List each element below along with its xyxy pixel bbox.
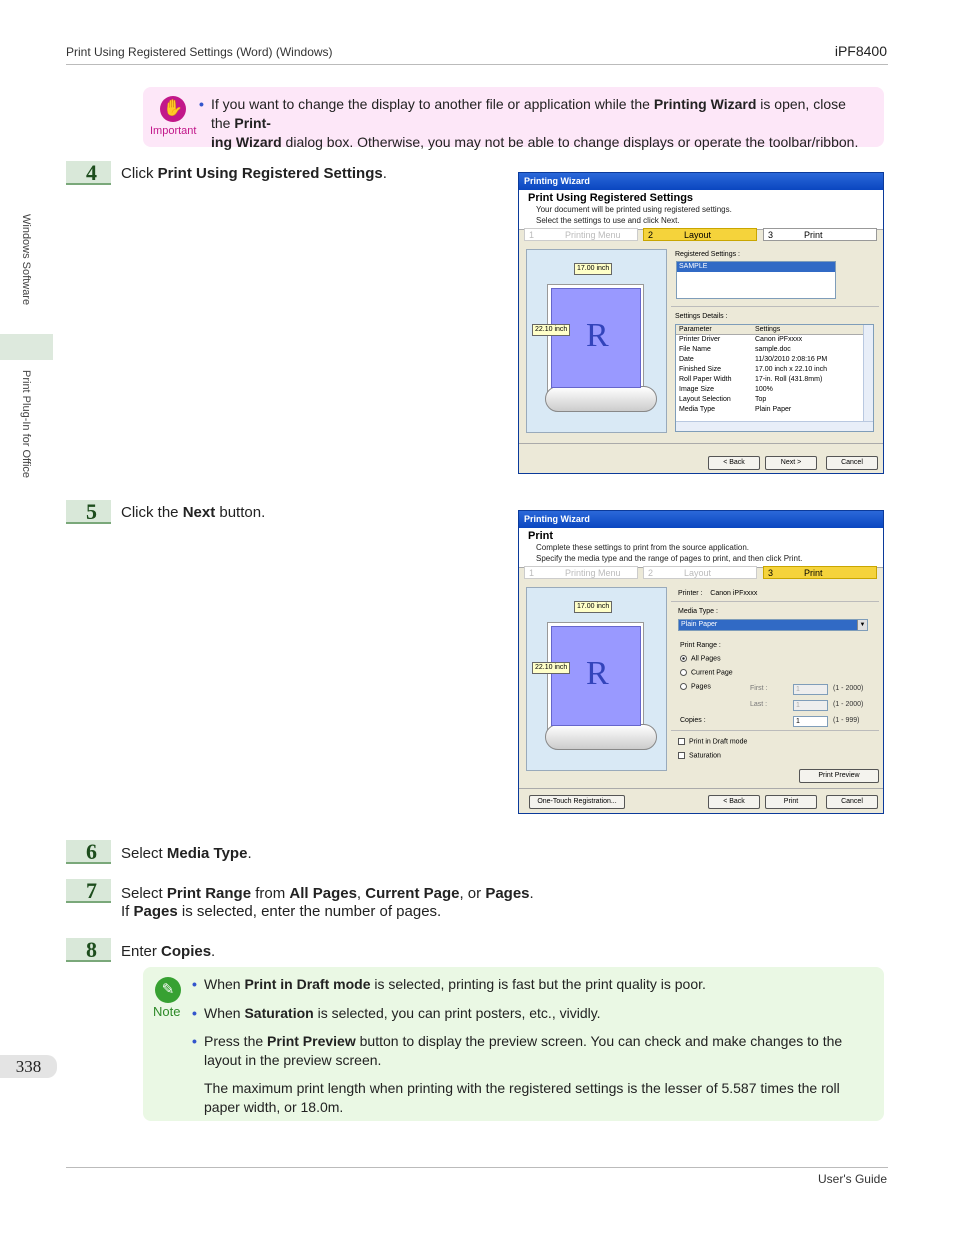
last-label: Last :	[750, 701, 768, 708]
first-page-stepper[interactable]: 1	[793, 684, 828, 695]
note-item: • When Print in Draft mode is selected, printing is fast but the print quality is poor.	[192, 976, 706, 992]
width-label: 17.00 inch	[574, 601, 612, 613]
radio-icon	[680, 669, 687, 676]
media-type-select[interactable]	[678, 619, 868, 631]
dialog-subtitle: Your document will be printed using registered settings.	[536, 205, 732, 214]
printer-label: Printer :	[678, 590, 703, 597]
horizontal-scrollbar[interactable]	[676, 421, 874, 431]
copies-range: (1 - 999)	[833, 717, 860, 724]
page-preview: R	[551, 288, 641, 388]
dialog-heading: Print Using Registered Settings	[528, 192, 694, 204]
printing-wizard-dialog-print	[518, 510, 884, 814]
current-page-radio[interactable]: Current Page	[680, 669, 733, 676]
table-row: Printer Driver Canon iPFxxxx	[679, 336, 803, 343]
draft-mode-checkbox[interactable]: Print in Draft mode	[678, 738, 747, 745]
step-number: 7	[66, 879, 111, 903]
height-label: 22.10 inch	[532, 662, 570, 674]
cancel-button[interactable]: Cancel	[826, 795, 878, 809]
column-header: Parameter	[679, 326, 712, 333]
media-type-value: Plain Paper	[679, 620, 857, 630]
running-header-title: Print Using Registered Settings (Word) (Windows)	[66, 45, 333, 59]
cancel-button[interactable]: Cancel	[826, 456, 878, 470]
wizard-steps	[524, 228, 880, 242]
header-rule	[66, 64, 888, 65]
next-button[interactable]: Next >	[765, 456, 817, 470]
layout-preview	[526, 249, 667, 433]
side-tab-windows-software: Windows Software	[20, 214, 32, 306]
print-preview-button[interactable]: Print Preview	[799, 769, 879, 783]
table-row: Date 11/30/2010 2:08:16 PM	[679, 356, 828, 363]
width-label: 17.00 inch	[574, 263, 612, 275]
print-button[interactable]: Print	[765, 795, 817, 809]
checkbox-icon	[678, 738, 685, 745]
dialog-heading: Print	[528, 530, 554, 542]
table-row: Finished Size 17.00 inch x 22.10 inch	[679, 366, 827, 373]
copies-stepper[interactable]: 1	[793, 716, 828, 727]
pencil-icon: ✎	[155, 977, 181, 1003]
last-range: (1 - 2000)	[833, 701, 864, 708]
important-label: Important	[150, 125, 197, 137]
running-footer: User's Guide	[818, 1172, 887, 1186]
table-row: Layout Selection Top	[679, 396, 767, 403]
one-touch-registration-button[interactable]: One-Touch Registration...	[529, 795, 625, 809]
tab-layout[interactable]: 2 Layout	[643, 228, 757, 241]
step-text: Click the Next button.	[121, 504, 266, 521]
radio-icon	[680, 683, 687, 690]
note-item: The maximum print length when printing with the registered settings is the lesser of 5.587 times the roll paper width, or 18.0m.	[204, 1080, 840, 1115]
side-tab-marker	[0, 334, 53, 360]
important-item: • If you want to change the display to another file or application while the Printing Wizard is open, close the Print- ing Wizard dialog box. Otherwise, you may not be able to change displays or operate the toolbar/ribbon.	[199, 96, 859, 150]
tab-print[interactable]: 3 Print	[763, 566, 877, 579]
chevron-down-icon[interactable]: ▼	[857, 620, 867, 630]
dialog-title: Printing Wizard	[519, 173, 883, 190]
step-number: 8	[66, 938, 111, 962]
vertical-scrollbar[interactable]	[863, 325, 873, 432]
wizard-steps	[524, 566, 880, 580]
hand-stop-icon: ✋	[160, 96, 186, 122]
step-text: If Pages is selected, enter the number of pages.	[121, 903, 442, 920]
tab-layout[interactable]: 2 Layout	[643, 566, 757, 579]
table-row: Roll Paper Width 17-in. Roll (431.8mm)	[679, 376, 823, 383]
dialog-subtitle: Select the settings to use and click Next.	[536, 216, 680, 225]
note-item: • When Saturation is selected, you can print posters, etc., vividly.	[192, 1005, 601, 1021]
media-type-label: Media Type :	[678, 608, 718, 615]
dialog-title: Printing Wizard	[519, 511, 883, 528]
layout-preview	[526, 587, 667, 771]
registered-settings-list[interactable]	[676, 261, 836, 299]
step-text: Select Media Type.	[121, 845, 252, 862]
footer-rule	[66, 1167, 888, 1168]
dialog-subtitle: Complete these settings to print from the source application.	[536, 543, 749, 552]
radio-selected-icon	[680, 655, 687, 662]
dialog-subtitle: Specify the media type and the range of pages to print, and then click Print.	[536, 554, 803, 563]
step-text: Click Print Using Registered Settings.	[121, 165, 387, 182]
last-page-stepper[interactable]: 1	[793, 700, 828, 711]
step-text: Select Print Range from All Pages, Current Page, or Pages.	[121, 885, 534, 902]
table-row: File Name sample.doc	[679, 346, 791, 353]
print-range-label: Print Range :	[680, 642, 721, 649]
page-preview: R	[551, 626, 641, 726]
registered-setting-item[interactable]: SAMPLE	[677, 262, 835, 272]
step-number: 6	[66, 840, 111, 864]
roll-paper-icon	[545, 724, 657, 750]
registered-settings-label: Registered Settings :	[675, 251, 740, 258]
tab-printing-menu[interactable]: 1 Printing Menu	[524, 228, 638, 241]
step-text: Enter Copies.	[121, 943, 216, 960]
roll-paper-icon	[545, 386, 657, 412]
tab-print[interactable]: 3 Print	[763, 228, 877, 241]
note-label: Note	[153, 1004, 181, 1019]
column-header: Settings	[755, 326, 781, 333]
printer-value: Canon iPFxxxx	[710, 590, 758, 597]
height-label: 22.10 inch	[532, 324, 570, 336]
tab-printing-menu[interactable]: 1 Printing Menu	[524, 566, 638, 579]
table-row: Media Type Plain Paper	[679, 406, 792, 413]
first-range: (1 - 2000)	[833, 685, 864, 692]
back-button[interactable]: < Back	[708, 795, 760, 809]
table-row: Image Size 100%	[679, 386, 773, 393]
saturation-checkbox[interactable]: Saturation	[678, 752, 721, 759]
running-header-model: iPF8400	[834, 43, 887, 59]
first-label: First :	[750, 685, 768, 692]
settings-details-label: Settings Details :	[675, 313, 728, 320]
printing-wizard-dialog-registered	[518, 172, 884, 474]
copies-label: Copies :	[680, 717, 706, 724]
all-pages-radio[interactable]: All Pages	[680, 655, 721, 662]
back-button[interactable]: < Back	[708, 456, 760, 470]
page-number: 338	[0, 1055, 57, 1078]
checkbox-icon	[678, 752, 685, 759]
pages-radio[interactable]: Pages	[680, 683, 711, 690]
settings-details-table	[675, 324, 874, 432]
note-item: • Press the Print Preview button to display the preview screen. You can check and make changes to the layout in the preview screen.	[192, 1033, 843, 1068]
step-number: 4	[66, 161, 111, 185]
side-tab-print-plugin: Print Plug-In for Office	[20, 370, 32, 479]
step-number: 5	[66, 500, 111, 524]
